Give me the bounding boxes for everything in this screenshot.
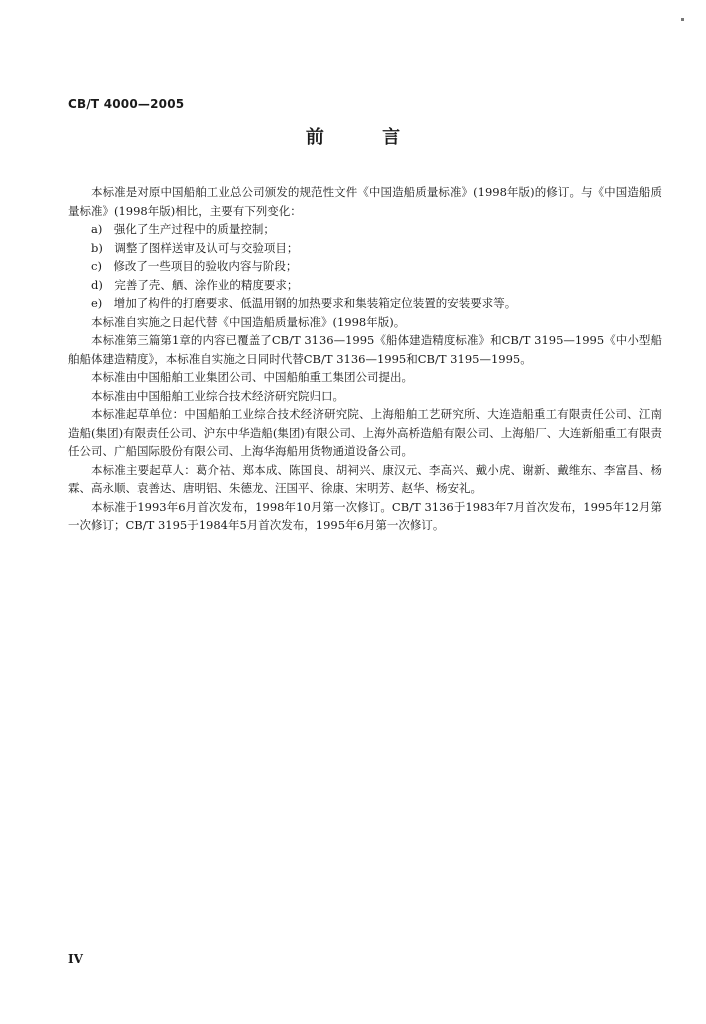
change-item-a: a) 强化了生产过程中的质量控制； (91, 222, 275, 236)
document-body (68, 183, 662, 535)
drafters-paragraph: 本标准主要起草人：葛介祜、郑本成、陈国良、胡祠兴、康汉元、李高兴、戴小虎、谢新、戴维东、李富昌、杨霖、高永顺、袁善达、唐明铝、朱德龙、汪国平、徐康、宋明芳、赵华、杨安礼。 (68, 462, 662, 495)
page-number: IV (68, 952, 83, 966)
standard-code: CB/T 4000—2005 (68, 97, 185, 111)
page-title: 前 言 (305, 127, 427, 148)
change-item-e: e) 增加了构件的打磨要求、低温用钢的加热要求和集装箱定位装置的安装要求等。 (91, 296, 517, 310)
proposer-paragraph: 本标准由中国船舶工业集团公司、中国船舶重工集团公司提出。 (91, 370, 413, 384)
coverage-paragraph: 本标准第三篇第1章的内容已覆盖了CB/T 3136—1995《船体建造精度标准》和CB/T 3195—1995《中小型船舶船体建造精度》，本标准自实施之日同时代替CB/T 3136—1995和CB/T 3195—1995。 (68, 333, 662, 366)
change-item-d: d) 完善了壳、舾、涂作业的精度要求； (91, 277, 299, 292)
drafting-units-paragraph: 本标准起草单位：中国船舶工业综合技术经济研究院、上海船舶工艺研究所、大连造船重工有限责任公司、江南造船(集团)有限责任公司、沪东中华造船(集团)有限公司、上海外高桥造船有限公司、上海船厂、大连新船重工有限责任公司、广船国际股份有限公司、上海华海船用货物通道设备公司。 (68, 407, 662, 458)
intro-paragraph: 本标准是对原中国船舶工业总公司颁发的规范性文件《中国造船质量标准》(1998年版)的修订。与《中国造船质量标准》(1998年版)相比，主要有下列变化： (68, 185, 662, 218)
scan-mark (681, 18, 684, 21)
history-paragraph: 本标准于1993年6月首次发布，1998年10月第一次修订。CB/T 3136于1983年7月首次发布，1995年12月第一次修订；CB/T 3195于1984年5月首次发布，1995年6月第一次修订。 (68, 499, 662, 532)
change-item-b: b) 调整了图样送审及认可与交验项目； (91, 240, 299, 255)
administrator-paragraph: 本标准由中国船舶工业综合技术经济研究院归口。 (91, 388, 344, 403)
replacement-paragraph: 本标准自实施之日起代替《中国造船质量标准》(1998年版)。 (91, 314, 406, 329)
change-item-c: c) 修改了一些项目的验收内容与阶段； (91, 259, 298, 273)
